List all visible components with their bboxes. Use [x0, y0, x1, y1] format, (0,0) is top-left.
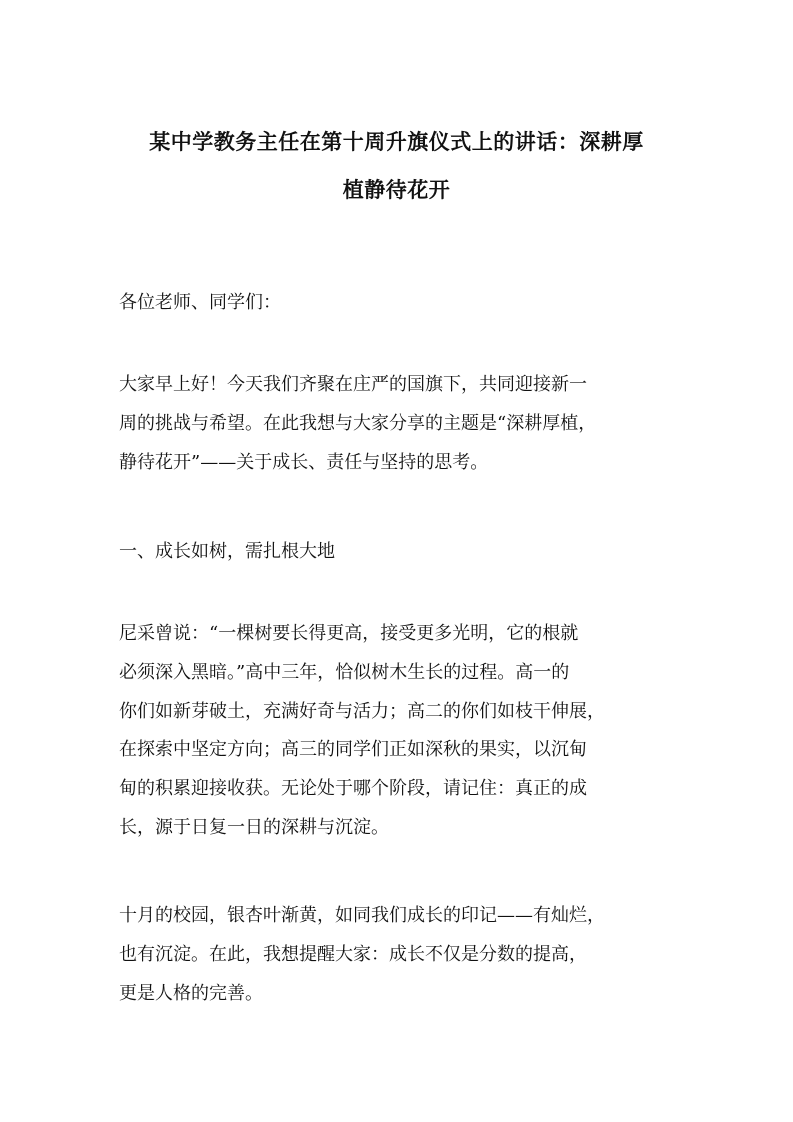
paragraph-line: 必须深入黑暗。”高中三年，恰似树木生长的过程。高一的 [119, 661, 570, 683]
greeting [119, 284, 679, 323]
greeting-line: 各位老师、同学们： [119, 292, 281, 313]
section-heading-line: 一、成长如树，需扎根大地 [119, 541, 335, 562]
paragraph-line: 你们如新芽破土，充满好奇与活力；高二的你们如枝干伸展， [119, 700, 605, 722]
paragraph-line: 尼采曾说：“一棵树要长得更高，接受更多光明，它的根就 [119, 623, 579, 644]
paragraph-line: 更是人格的完善。 [119, 982, 263, 1004]
title-line: 某中学教务主任在第十周升旗仪式上的讲话：深耕厚 [149, 130, 644, 154]
paragraph-nietzsche [119, 615, 679, 848]
paragraph-line: 甸的积累迎接收获。无论处于哪个阶段，请记住：真正的成 [119, 778, 587, 800]
paragraph-line: 十月的校园，银杏叶渐黄，如同我们成长的印记——有灿烂， [119, 905, 605, 926]
paragraph-opening [119, 366, 679, 482]
paragraph-october [119, 897, 679, 1013]
section-heading [119, 533, 679, 572]
paragraph-line: 静待花开”——关于成长、责任与坚持的思考。 [119, 451, 489, 473]
document-title [100, 118, 693, 214]
paragraph-line: 在探索中坚定方向；高三的同学们正如深秋的果实，以沉甸 [119, 739, 587, 761]
paragraph-line: 大家早上好！今天我们齐聚在庄严的国旗下，共同迎接新一 [119, 374, 587, 395]
title-line: 植静待花开 [342, 178, 451, 202]
paragraph-line: 也有沉淀。在此，我想提醒大家：成长不仅是分数的提高， [119, 943, 587, 965]
paragraph-line: 长，源于日复一日的深耕与沉淀。 [119, 816, 389, 838]
paragraph-line: 周的挑战与希望。在此我想与大家分享的主题是“深耕厚植， [119, 412, 597, 434]
